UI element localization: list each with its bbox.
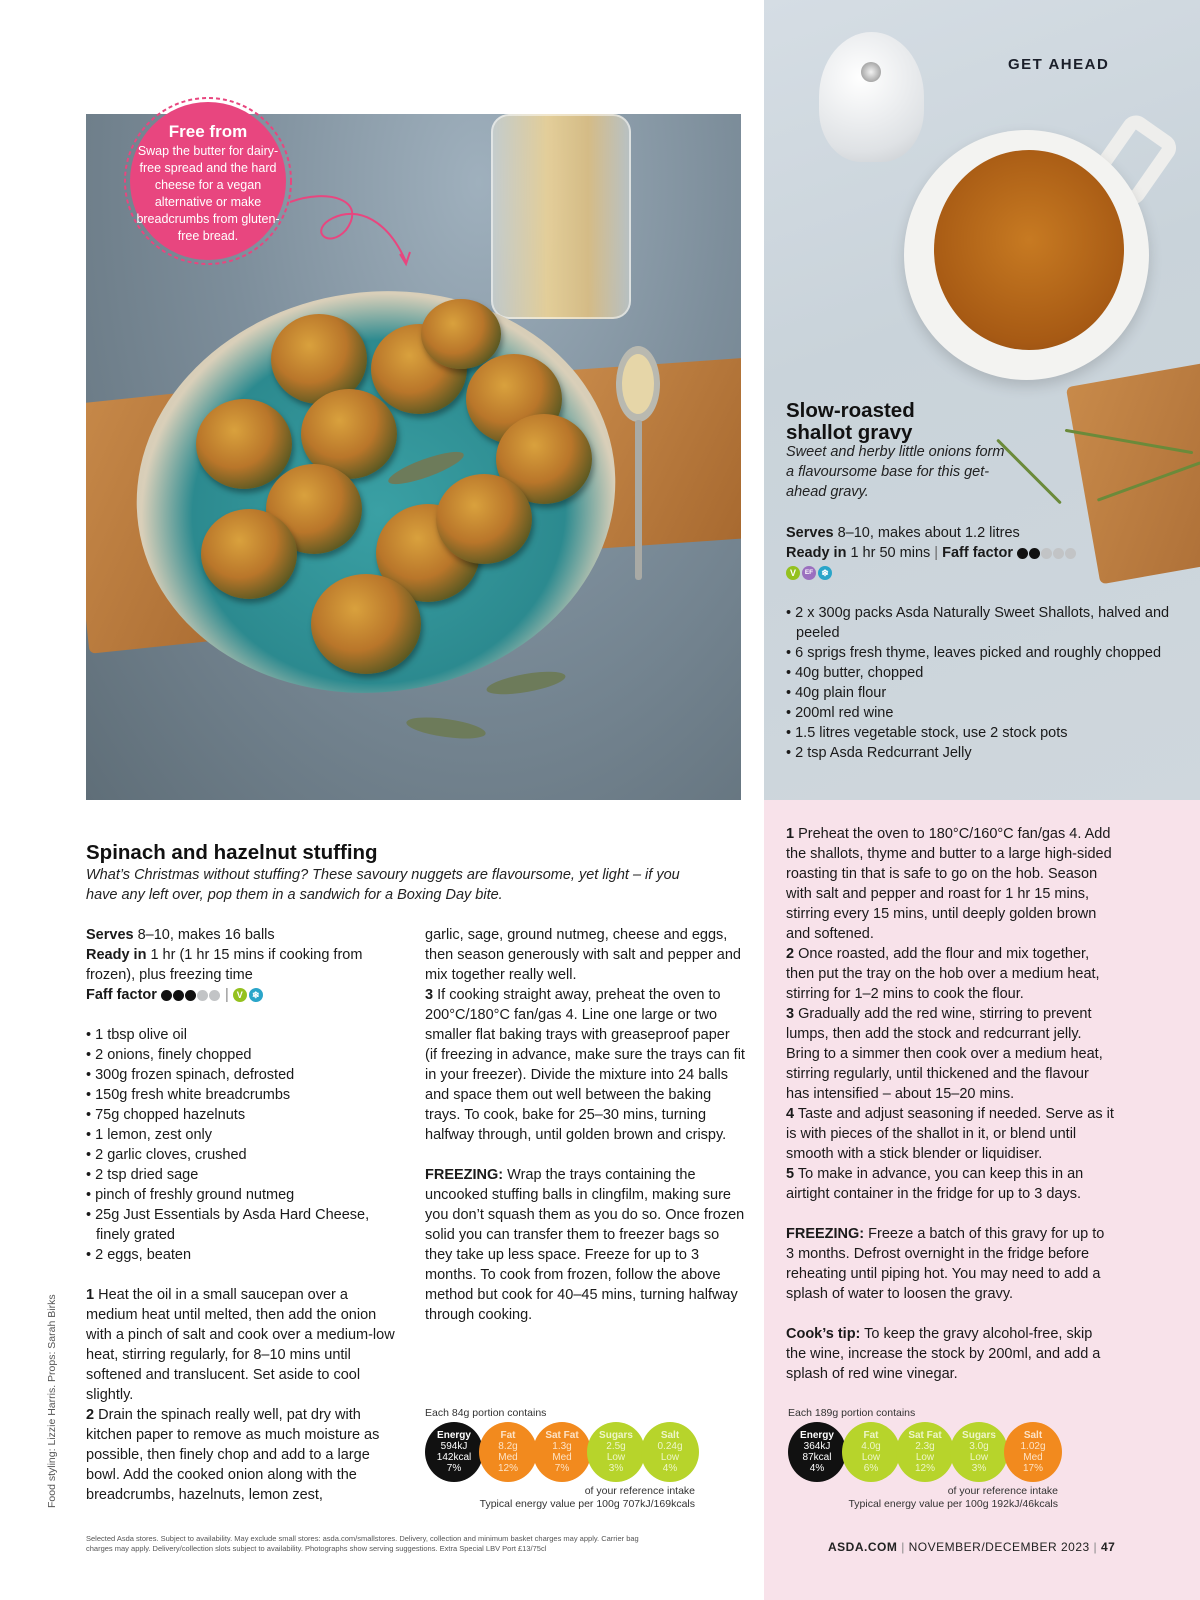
- badge-title: Free from: [168, 122, 248, 141]
- nutrition-energy: Energy 364kJ 87kcal 4%: [788, 1422, 846, 1482]
- free-from-badge: [124, 96, 292, 266]
- ingredient: • 2 tsp dried sage: [86, 1165, 396, 1185]
- method-step: 2 Once roasted, add the flour and mix together, then put the tray on the hob over a medium heat, stirring for 1–2 mins to cook the flour.: [786, 946, 1100, 1002]
- stuffing-title: Spinach and hazelnut stuffing: [86, 841, 378, 864]
- method-step: 2 Drain the spinach really well, pat dry with kitchen paper to remove as much moisture as possible, then finely chop and add to a large bowl. Add the cooked onion along with the breadcrumbs, hazelnuts, lemon zest,: [86, 1407, 380, 1504]
- ingredient: • 2 garlic cloves, crushed: [86, 1145, 396, 1165]
- nutrition-caption: Each 84g portion contains: [425, 1407, 547, 1419]
- ingredient: • 2 onions, finely chopped: [86, 1045, 396, 1065]
- stuffing-ready: Ready in 1 hr (1 hr 15 mins if cooking from frozen), plus freezing time: [86, 947, 363, 983]
- ingredient: • pinch of freshly ground nutmeg: [86, 1185, 396, 1205]
- method-step: 1 Heat the oil in a small saucepan over a medium heat until melted, then add the onion with a pinch of salt and cook over a medium-low heat, stirring regularly, for 8–10 mins until softened and translucent. Set aside to cool slightly.: [86, 1287, 395, 1404]
- nutrition-salt: Salt 0.24g Low 4%: [641, 1422, 699, 1482]
- gravy-ingredients: [786, 603, 1186, 763]
- gravy-method: [786, 824, 1116, 1384]
- nutrition-fat: Fat 4.0g Low 6%: [842, 1422, 900, 1482]
- pepper-grinder-illustration: [819, 32, 924, 162]
- nutrition-typical: Typical energy value per 100g 192kJ/46kcals: [848, 1498, 1058, 1510]
- disclaimer: Selected Asda stores. Subject to availability. May exclude small stores: asda.com/smallstores. Delivery, collection and minimum basket charges may apply. Carrier bag charges may apply. Delivery/collection slots subject to availability. Photographs show serving suggestions. Extra Special LBV Port £13/75cl: [86, 1534, 639, 1553]
- gravy-intro: Sweet and herby little onions form a flavoursome base for this get-ahead gravy.: [786, 444, 1005, 500]
- gravy-nutrition: [788, 1407, 1058, 1511]
- nutrition-fat: Fat 8.2g Med 12%: [479, 1422, 537, 1482]
- nutrition-sugars: Sugars 3.0g Low 3%: [950, 1422, 1008, 1482]
- nutrition-energy: Energy 594kJ 142kcal 7%: [425, 1422, 483, 1482]
- nutrition-caption: Each 189g portion contains: [788, 1407, 916, 1419]
- spoon-illustration: [611, 344, 666, 584]
- method-step: 1 Preheat the oven to 180°C/160°C fan/gas 4. Add the shallots, thyme and butter to a large high-sided roasting tin that is safe to go on the hob. Season with salt and pepper and roast for 1 hr 15 mins, stirring every 15 mins, until deeply golden brown and softened.: [786, 826, 1112, 942]
- method-step: 3 If cooking straight away, preheat the oven to 200°C/180°C fan/gas 4. Line one large or two smaller flat baking trays with greaseproof paper (if freezing in advance, make sure the trays can fit in your freezer). Divide the mixture into 24 balls and space them out well between the baking trays. To cook, bake for 25–30 mins, turning halfway through, until golden brown and crispy.: [425, 987, 745, 1143]
- stuffing-ingredients: [86, 1025, 396, 1265]
- stuffing-freezing: FREEZING: Wrap the trays containing the uncooked stuffing balls in clingfilm, making sure you don’t squash them as you do so. Once frozen solid you can transfer them to freezer bags so they take up less space. Freeze for up to 3 months. To cook from frozen, follow the above method but cook for 40–45 mins, turning halfway through cooking.: [425, 1167, 745, 1323]
- method-step: 3 Gradually add the red wine, stirring to prevent lumps, then add the stock and redcurrant jelly. Bring to a simmer then cook over a medium heat, stirring regularly, until thickened and the flavour has intensified – about 15–20 mins.: [786, 1006, 1103, 1102]
- nutrition-reference: of your reference intake: [584, 1485, 695, 1497]
- nutrition-reference: of your reference intake: [947, 1485, 1058, 1497]
- ingredient: • 40g butter, chopped: [786, 663, 1186, 683]
- badge-text: Swap the butter for dairy-free spread and the hard cheese for a vegan alternative or make breadcrumbs from gluten-free bread.: [136, 144, 280, 243]
- gravy-serves: Serves 8–10, makes about 1.2 litres: [786, 525, 1020, 541]
- nutrition-typical: Typical energy value per 100g 707kJ/169kcals: [479, 1498, 695, 1510]
- stuffing-column-1: [86, 925, 396, 1505]
- vegetarian-icon: V: [786, 566, 800, 580]
- gravy-freezing: FREEZING: Freeze a batch of this gravy for up to 3 months. Defrost overnight in the fridge before reheating until piping hot. You may need to add a splash of water to loosen the gravy.: [786, 1226, 1105, 1302]
- gravy-title: Slow-roasted shallot gravy: [786, 399, 915, 444]
- ingredient: • 2 x 300g packs Asda Naturally Sweet Shallots, halved and peeled: [786, 603, 1186, 643]
- issue-date: NOVEMBER/DECEMBER 2023: [908, 1540, 1090, 1554]
- gravy-ready: Ready in 1 hr 50 mins | Faff factor: [786, 543, 1186, 563]
- nutrition-sat-fat: Sat Fat 1.3g Med 7%: [533, 1422, 591, 1482]
- ingredient: • 75g chopped hazelnuts: [86, 1105, 396, 1125]
- stuffing-serves: Serves 8–10, makes 16 balls: [86, 927, 275, 943]
- ingredient: • 1 lemon, zest only: [86, 1125, 396, 1145]
- ingredient: • 2 tsp Asda Redcurrant Jelly: [786, 743, 1186, 763]
- breadcrumb-jar-illustration: [491, 114, 631, 319]
- method-step-continued: garlic, sage, ground nutmeg, cheese and eggs, then season generously with salt and pepper and mix together really well.: [425, 927, 741, 983]
- ingredient: • 2 eggs, beaten: [86, 1245, 396, 1265]
- stuffing-nutrition: [425, 1407, 695, 1511]
- nutrition-sugars: Sugars 2.5g Low 3%: [587, 1422, 645, 1482]
- photo-credit: Food styling: Lizzie Harris. Props: Sarah Birks: [46, 1294, 58, 1508]
- faff-rating-icon: [1017, 543, 1077, 563]
- vegetarian-icon: V: [233, 988, 247, 1002]
- gravy-cooks-tip: Cook’s tip: To keep the gravy alcohol-free, skip the wine, increase the stock by 200ml, and add a splash of red wine vinegar.: [786, 1326, 1101, 1382]
- egg-free-icon: EF: [802, 566, 816, 580]
- freezable-icon: ❄: [818, 566, 832, 580]
- method-step: 5 To make in advance, you can keep this in an airtight container in the fridge for up to 3 days.: [786, 1166, 1084, 1202]
- stuffing-column-2: [425, 925, 745, 1325]
- ingredient: • 300g frozen spinach, defrosted: [86, 1065, 396, 1085]
- ingredient: • 150g fresh white breadcrumbs: [86, 1085, 396, 1105]
- ingredient: • 40g plain flour: [786, 683, 1186, 703]
- nutrition-salt: Salt 1.02g Med 17%: [1004, 1422, 1062, 1482]
- site-link[interactable]: ASDA.COM: [828, 1540, 898, 1554]
- gravy-meta: [786, 523, 1186, 583]
- page-number: 47: [1101, 1540, 1116, 1554]
- stuffing-faff: Faff factor | V ❄: [86, 985, 396, 1005]
- ingredient: • 1 tbsp olive oil: [86, 1025, 396, 1045]
- freezable-icon: ❄: [249, 988, 263, 1002]
- ingredient: • 6 sprigs fresh thyme, leaves picked and roughly chopped: [786, 643, 1186, 663]
- curly-arrow-icon: [288, 190, 418, 270]
- page-folio: ASDA.COM | NOVEMBER/DECEMBER 2023 | 47: [828, 1540, 1116, 1554]
- ingredient: • 200ml red wine: [786, 703, 1186, 723]
- ingredient: • 25g Just Essentials by Asda Hard Cheese, finely grated: [86, 1205, 396, 1245]
- faff-rating-icon: [161, 985, 221, 1005]
- section-tag: GET AHEAD: [1008, 56, 1110, 73]
- method-step: 4 Taste and adjust seasoning if needed. Serve as it is with pieces of the shallot in it, or blend until smooth with a stick blender or liquidiser.: [786, 1106, 1114, 1162]
- gravy-boat-illustration: [904, 130, 1149, 380]
- ingredient: • 1.5 litres vegetable stock, use 2 stock pots: [786, 723, 1186, 743]
- nutrition-sat-fat: Sat Fat 2.3g Low 12%: [896, 1422, 954, 1482]
- stuffing-intro: What’s Christmas without stuffing? These savoury nuggets are flavoursome, yet light – if you have any left over, pop them in a sandwich for a Boxing Day bite.: [86, 867, 680, 903]
